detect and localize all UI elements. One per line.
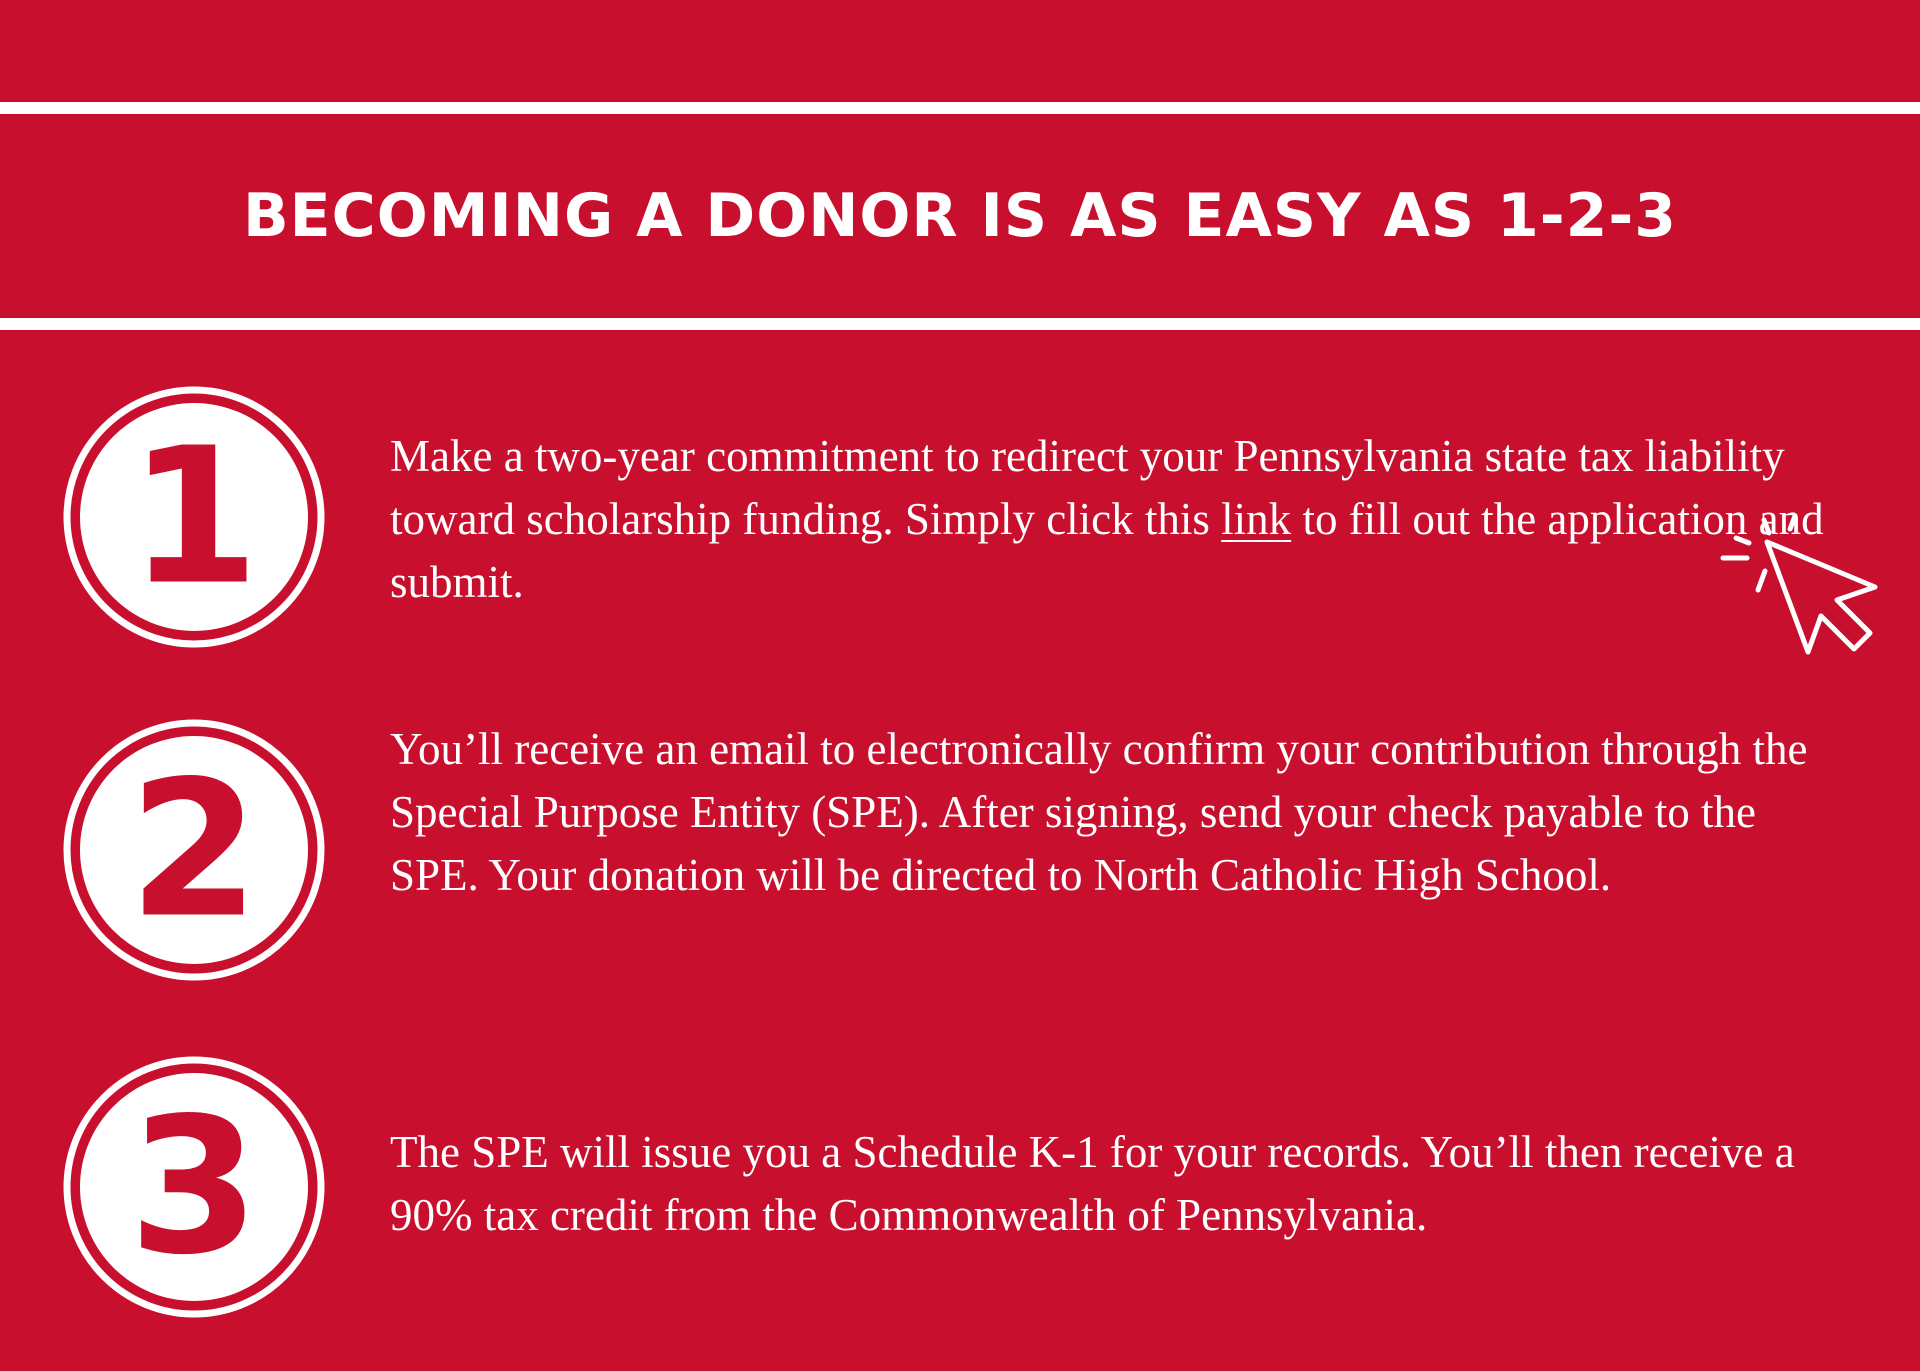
step-1-text-before: Make a two-year commitment to redirect your Pennsylvania state tax liability toward scholarship funding. Simply click this (390, 431, 1785, 544)
step-2-number-badge-icon (62, 718, 326, 982)
step-1-number: 1 (128, 407, 260, 627)
page-title: BECOMING A DONOR IS AS EASY AS 1-2-3 (242, 181, 1678, 251)
step-3-number: 3 (128, 1077, 260, 1297)
step-1-description (390, 425, 1850, 614)
step-3-number-badge-icon (62, 1055, 326, 1319)
title-divider (0, 318, 1920, 330)
step-2-number: 2 (128, 740, 260, 960)
step-3-description: The SPE will issue you a Schedule K-1 for your records. You’ll then receive a 90% tax credit from the Commonwealth of Pennsylvania. (390, 1127, 1795, 1240)
top-divider (0, 102, 1920, 114)
step-2-description: You’ll receive an email to electronically confirm your contribution through the Special Purpose Entity (SPE). After signing, send your check payable to the SPE. Your donation will be directed to North Catholic High School. (390, 724, 1808, 900)
application-link[interactable]: link (1221, 494, 1292, 544)
step-1-number-badge-icon (62, 385, 326, 649)
click-cursor-icon (1720, 500, 1880, 660)
step-1-text-after: to fill out the application and submit. (390, 494, 1824, 607)
